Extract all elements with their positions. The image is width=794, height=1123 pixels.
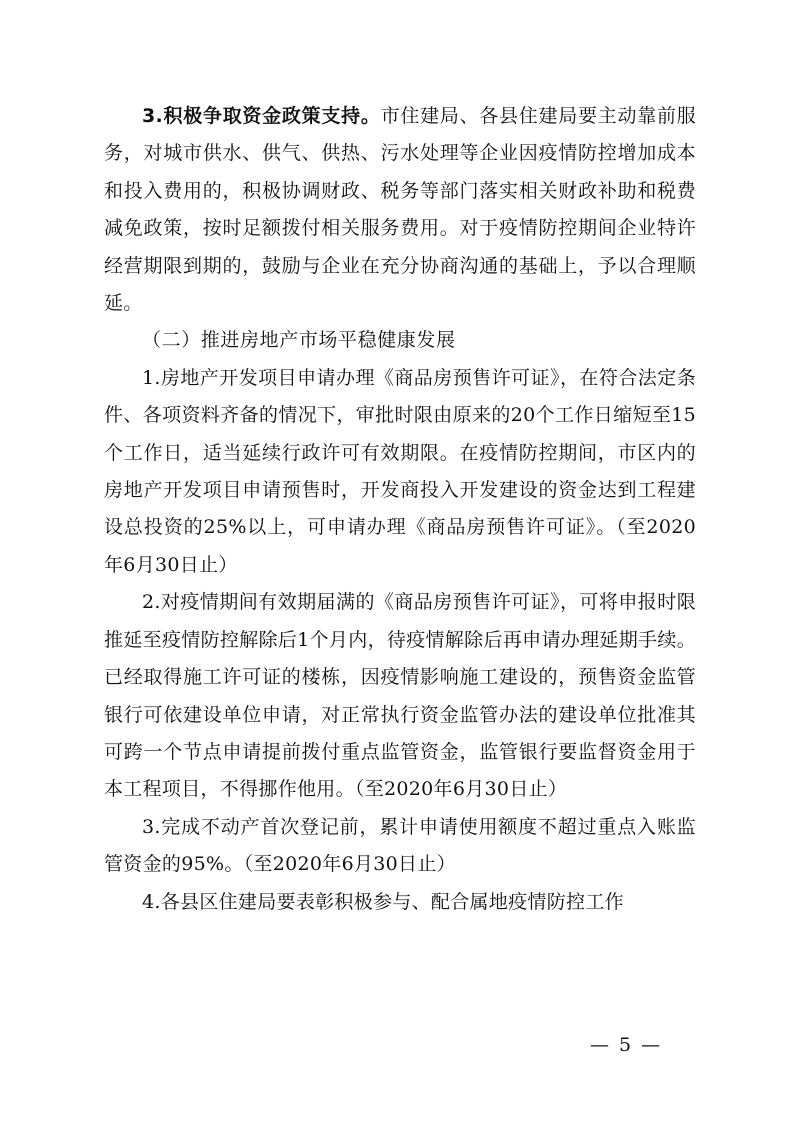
page-number: — 5 — [590, 1034, 663, 1056]
paragraph-item-1: 1.房地产开发项目申请办理《商品房预售许可证》，在符合法定条件、各项资料齐备的情况下，审批时限由原来的20个工作日缩短至15个工作日，适当延续行政许可有效期限。在疫情防控期间，市区内的房地产开发项目申请预售时，开发商投入开发建设的资金达到工程建设总投资的25%以上，可申请办理《商品房预售许可证》。（至2020年6月30日止） [104, 366, 696, 576]
section-3-lead: 3.积极争取资金政策支持。 [142, 105, 381, 127]
paragraph-item-4: 4.各县区住建局要表彰积极参与、配合属地疫情防控工作 [142, 890, 624, 913]
paragraph-section-3 [104, 98, 696, 322]
section-3-body: 市住建局、各县住建局要主动靠前服务，对城市供水、供气、供热、污水处理等企业因疫情防控增加成本和投入费用的，积极协调财政、税务等部门落实相关财政补助和税费减免政策，按时足额拨付相关服务费用。对于疫情防控期间企业特许经营期限到期的，鼓励与企业在充分协商沟通的基础上，予以合理顺延。 [104, 105, 696, 315]
paragraph-item-3: 3.完成不动产首次登记前，累计申请使用额度不超过重点入账监管资金的95%。（至2020年6月30日止） [104, 815, 696, 876]
paragraph-item-2: 2.对疫情期间有效期届满的《商品房预售许可证》，可将申报时限推延至疫情防控解除后1个月内，待疫情解除后再申请办理延期手续。已经取得施工许可证的楼栋，因疫情影响施工建设的，预售资金监管银行可依建设单位申请，对正常执行资金监管办法的建设单位批准其可跨一个节点申请提前拨付重点监管资金，监管银行要监督资金用于本工程项目，不得挪作他用。（至2020年6月30日止） [104, 591, 696, 801]
document-body [104, 98, 696, 921]
section-heading-2: （二）推进房地产市场平稳健康发展 [142, 329, 456, 352]
